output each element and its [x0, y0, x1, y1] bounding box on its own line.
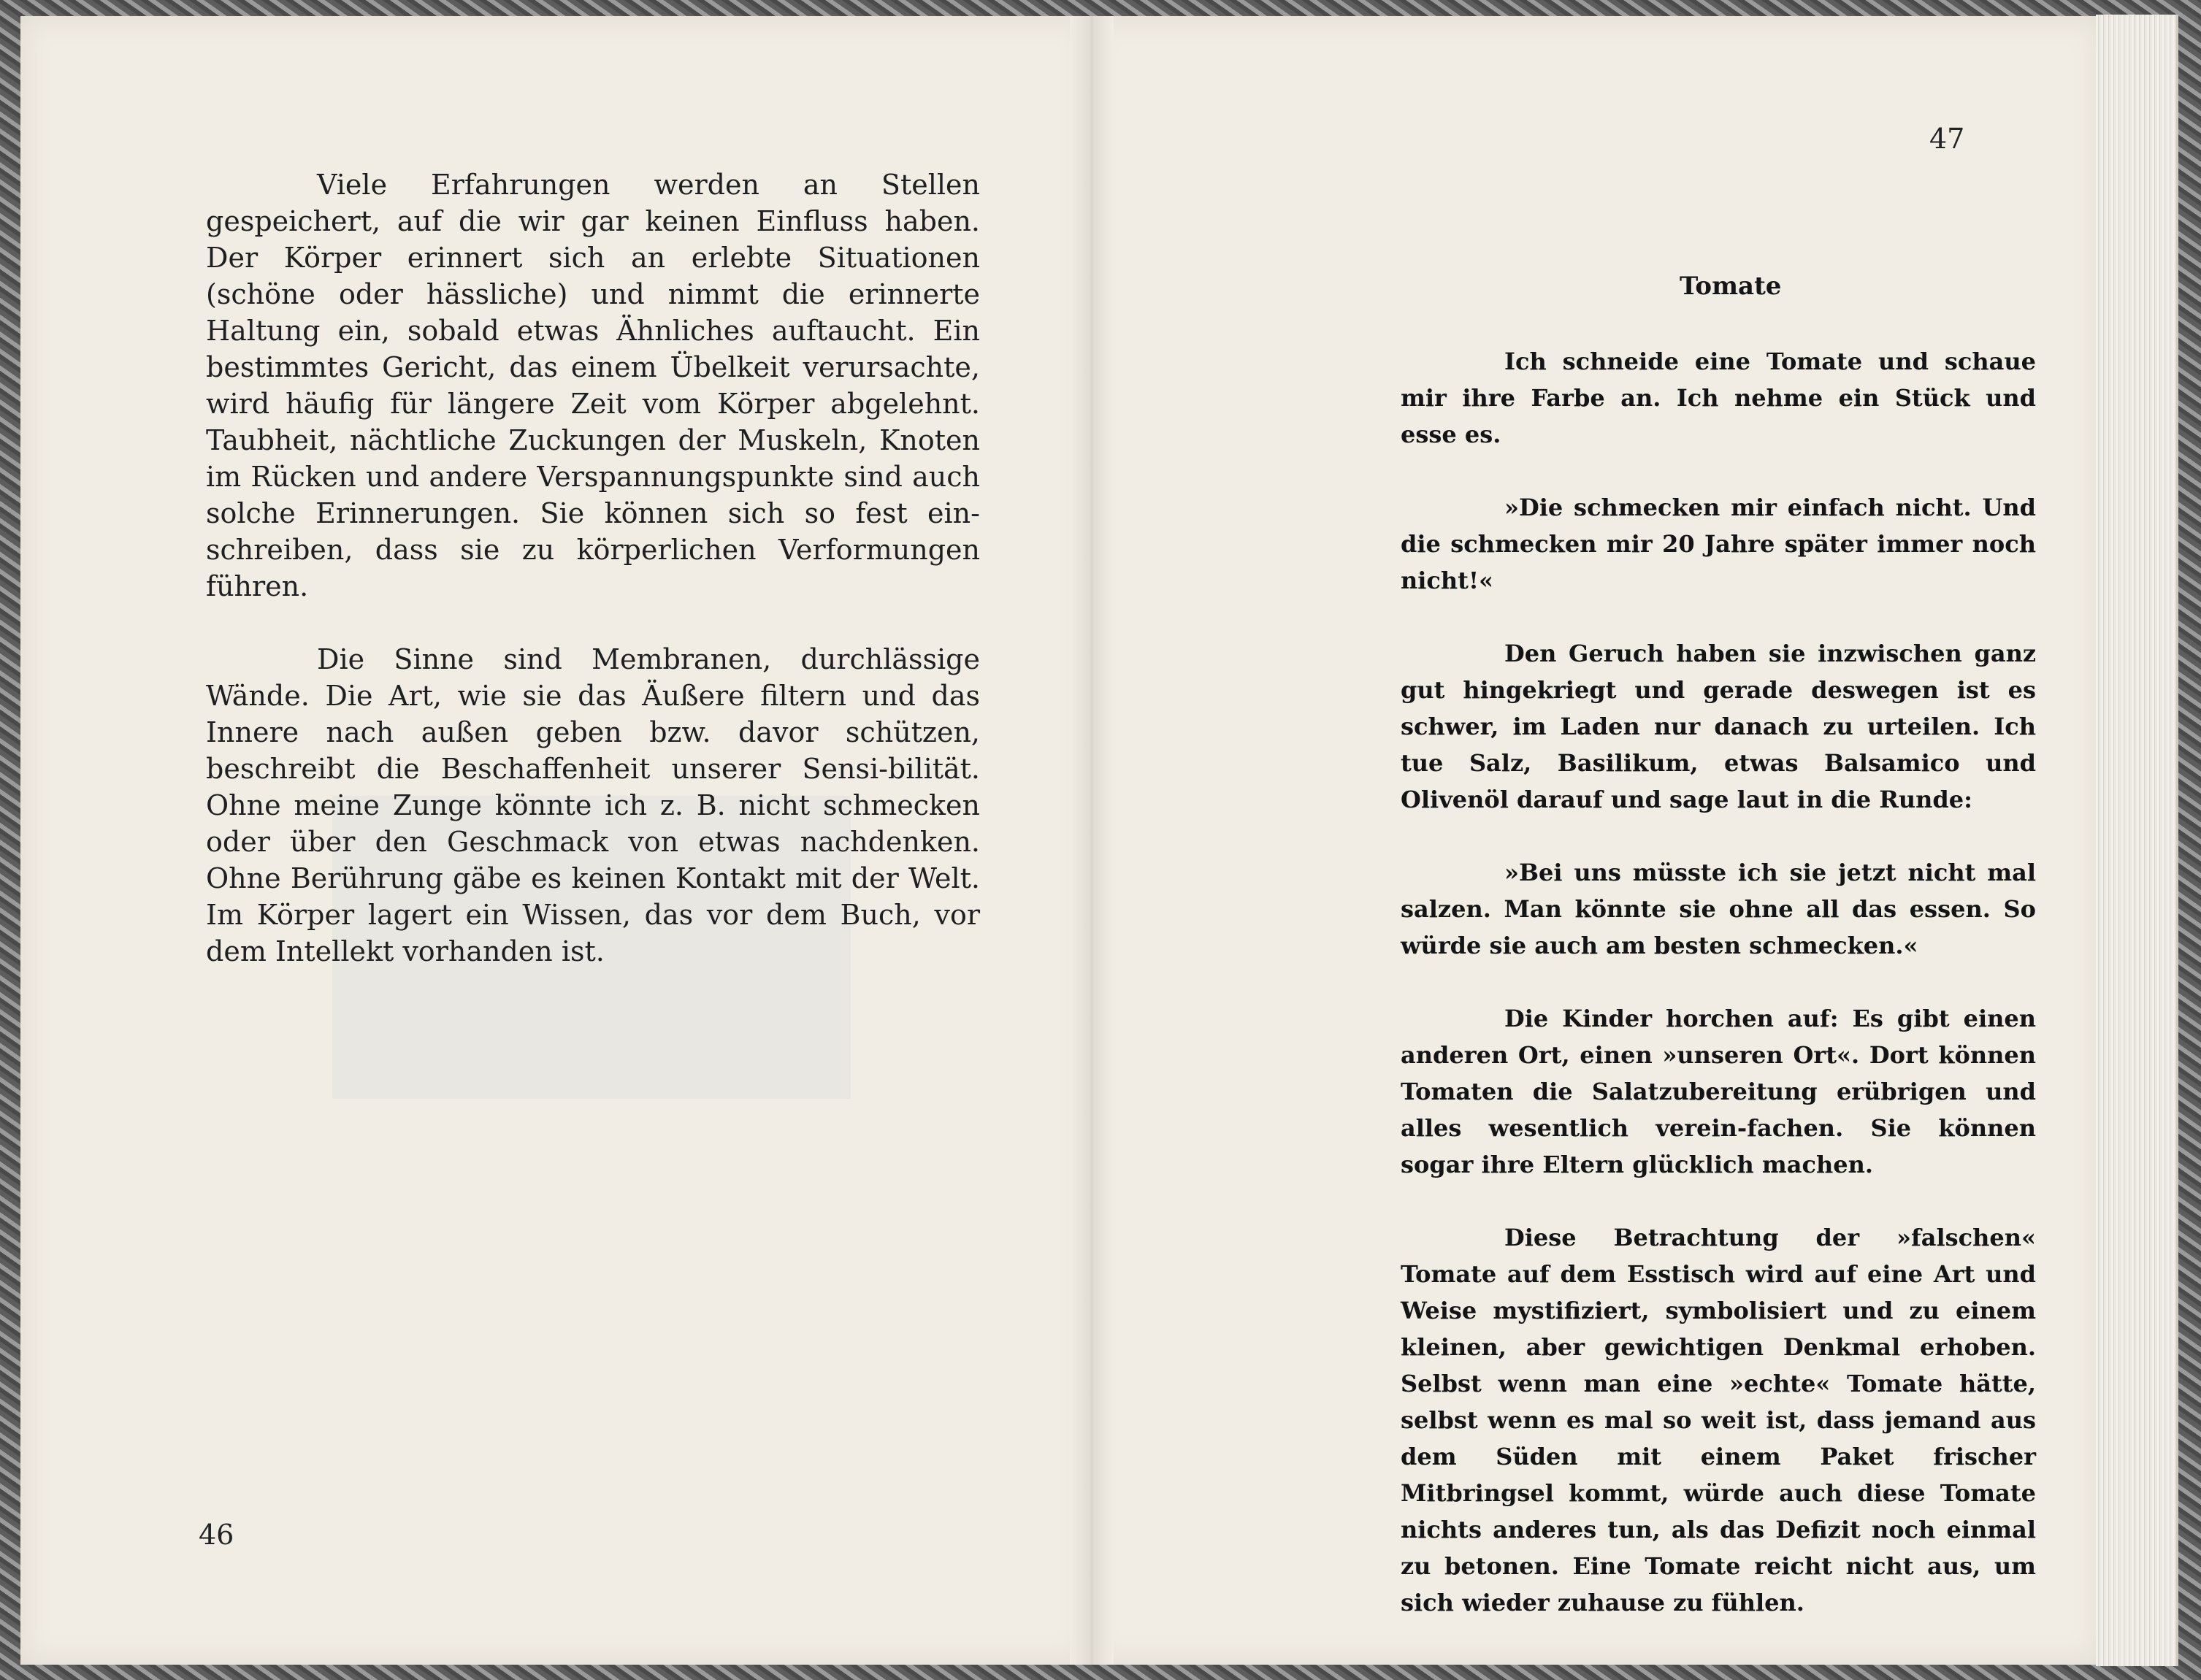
- page-edges: [2096, 15, 2178, 1666]
- left-page-number: 46: [199, 1519, 234, 1551]
- left-paragraph-2: Die Sinne sind Membranen, durchlässige Wände. Die Art, wie sie das Äußere filtern und das Innere nach außen geben bzw. davor schützen, beschreibt die Beschaffenheit unserer Sensi-bilität. Ohne meine Zunge könnte ich z. B. nicht schmecken oder über den Geschmack von etwas nachdenken. Ohne Berührung gäbe es keinen Kontakt mit der Welt. Im Körper lagert ein Wissen, das vor dem Buch, vor dem Intellekt vorhanden ist.: [206, 643, 980, 967]
- right-page-number: 47: [1929, 123, 1965, 155]
- chapter-title: Tomate: [1680, 272, 1782, 301]
- right-paragraph-1: Ich schneide eine Tomate und schaue mir ihre Farbe an. Ich nehme ein Stück und esse es.: [1401, 348, 2036, 448]
- right-paragraph-5: Die Kinder horchen auf: Es gibt einen anderen Ort, einen »unseren Ort«. Dort können Tomaten die Salatzubereitung erübrigen und alles wesentlich verein-fachen. Sie können sogar ihre Eltern glücklich machen.: [1401, 1005, 2036, 1178]
- right-paragraph-4: »Bei uns müsste ich sie jetzt nicht mal salzen. Man könnte sie ohne all das essen. So würde sie auch am besten schmecken.«: [1401, 859, 2036, 959]
- book-gutter: [1070, 16, 1114, 1665]
- right-paragraph-2: »Die schmecken mir einfach nicht. Und die schmecken mir 20 Jahre später immer noch nicht!«: [1401, 494, 2036, 594]
- right-paragraph-3: Den Geruch haben sie inzwischen ganz gut hingekriegt und gerade deswegen ist es schwer, im Laden nur danach zu urteilen. Ich tue Salz, Basilikum, etwas Balsamico und Olivenöl darauf und sage laut in die Runde:: [1401, 640, 2036, 813]
- left-page-text: [206, 166, 980, 970]
- left-paragraph-1: Viele Erfahrungen werden an Stellen gespeichert, auf die wir gar keinen Einfluss haben. Der Körper erinnert sich an erlebte Situationen (schöne oder hässliche) und nimmt die erinnerte Haltung ein, sobald etwas Ähnliches auftaucht. Ein bestimmtes Gericht, das einem Übelkeit verursachte, wird häufig für längere Zeit vom Körper abgelehnt. Taubheit, nächtliche Zuckungen der Muskeln, Knoten im Rücken und andere Verspannungspunkte sind auch solche Erinnerungen. Sie können sich so fest ein-schreiben, dass sie zu körperlichen Verformungen führen.: [206, 169, 980, 602]
- right-paragraph-6: Diese Betrachtung der »falschen« Tomate auf dem Esstisch wird auf eine Art und Weise mystifiziert, symbolisiert und zu einem kleinen, aber gewichtigen Denkmal erhoben. Selbst wenn man eine »echte« Tomate hätte, selbst wenn es mal so weit ist, dass jemand aus dem Süden mit einem Paket frischer Mitbringsel kommt, würde auch diese Tomate nichts anderes tun, als das Defizit noch einmal zu betonen. Eine Tomate reicht nicht aus, um sich wieder zuhause zu fühlen.: [1401, 1224, 2036, 1616]
- right-page-text: [1401, 343, 2036, 1621]
